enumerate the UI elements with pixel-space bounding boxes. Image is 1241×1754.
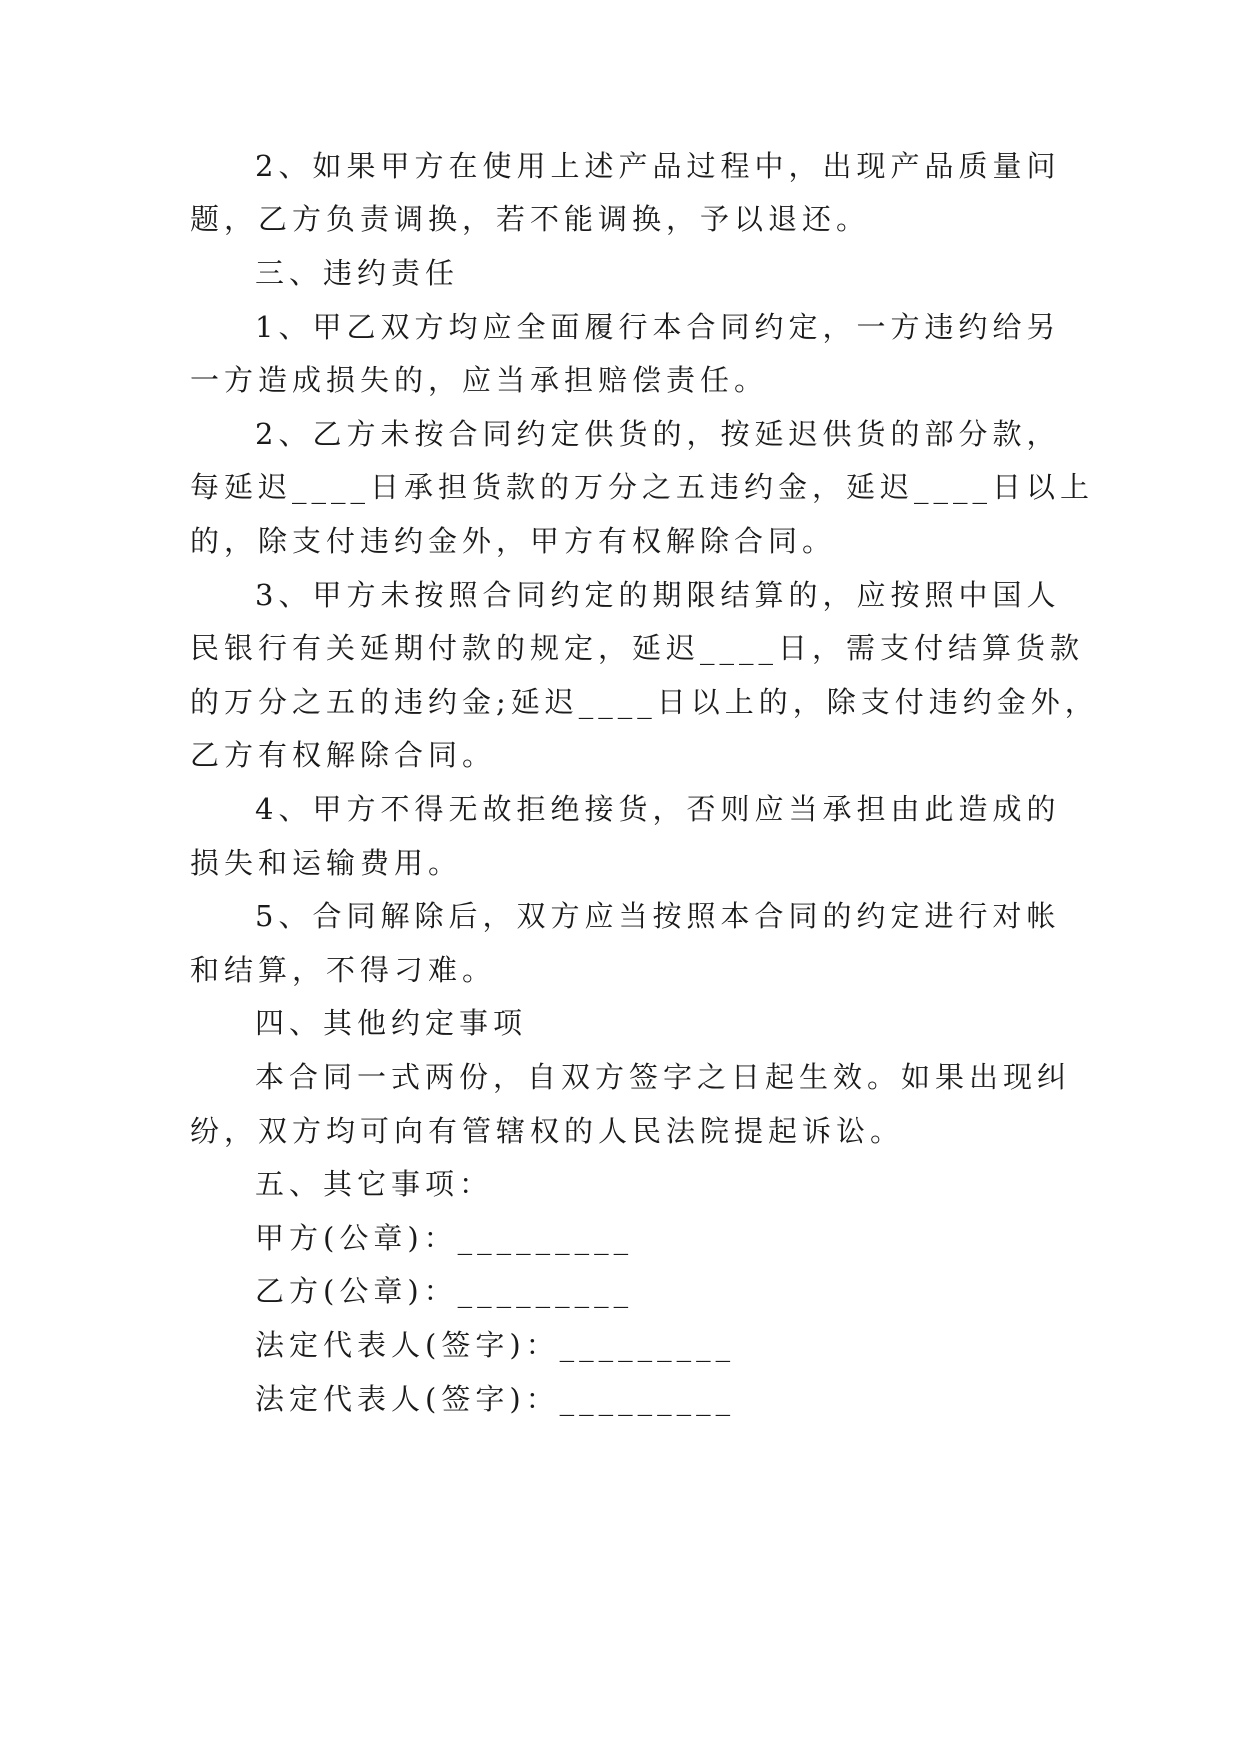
paragraph-line: 3、甲方未按照合同约定的期限结算的，应按照中国人 <box>255 578 1061 612</box>
paragraph-line: 民银行有关延期付款的规定，延迟____日，需支付结算货款 <box>190 631 1085 665</box>
paragraph-line: 2、如果甲方在使用上述产品过程中，出现产品质量问 <box>255 149 1061 183</box>
paragraph-line: 和结算，不得刁难。 <box>190 953 497 987</box>
signature-line: 乙方(公章)：_________ <box>255 1274 634 1308</box>
signature-line: 法定代表人(签字)：_________ <box>255 1328 736 1362</box>
paragraph-line: 纷，双方均可向有管辖权的人民法院提起诉讼。 <box>190 1114 905 1148</box>
paragraph-line: 的万分之五的违约金;延迟____日以上的，除支付违约金外， <box>190 685 1099 719</box>
paragraph-line: 的，除支付违约金外，甲方有权解除合同。 <box>190 524 837 558</box>
paragraph-line: 损失和运输费用。 <box>190 846 463 880</box>
paragraph-line: 一方造成损失的，应当承担赔偿责任。 <box>190 363 769 397</box>
section-heading: 五、其它事项： <box>255 1167 494 1201</box>
section-heading: 四、其他约定事项 <box>255 1006 528 1040</box>
paragraph-line: 本合同一式两份，自双方签字之日起生效。如果出现纠 <box>255 1060 1072 1094</box>
paragraph-line: 5、合同解除后，双方应当按照本合同的约定进行对帐 <box>255 899 1061 933</box>
paragraph-line: 1、甲乙双方均应全面履行本合同约定，一方违约给另 <box>255 310 1061 344</box>
paragraph-line: 每延迟____日承担货款的万分之五违约金，延迟____日以上 <box>190 470 1095 504</box>
paragraph-line: 乙方有权解除合同。 <box>190 738 497 772</box>
paragraph-line: 4、甲方不得无故拒绝接货，否则应当承担由此造成的 <box>255 792 1061 826</box>
section-heading: 三、违约责任 <box>255 256 460 290</box>
signature-line: 甲方(公章)：_________ <box>255 1221 634 1255</box>
signature-line: 法定代表人(签字)：_________ <box>255 1382 736 1416</box>
paragraph-line: 题，乙方负责调换，若不能调换，予以退还。 <box>190 202 871 236</box>
paragraph-line: 2、乙方未按合同约定供货的，按延迟供货的部分款， <box>255 417 1061 451</box>
